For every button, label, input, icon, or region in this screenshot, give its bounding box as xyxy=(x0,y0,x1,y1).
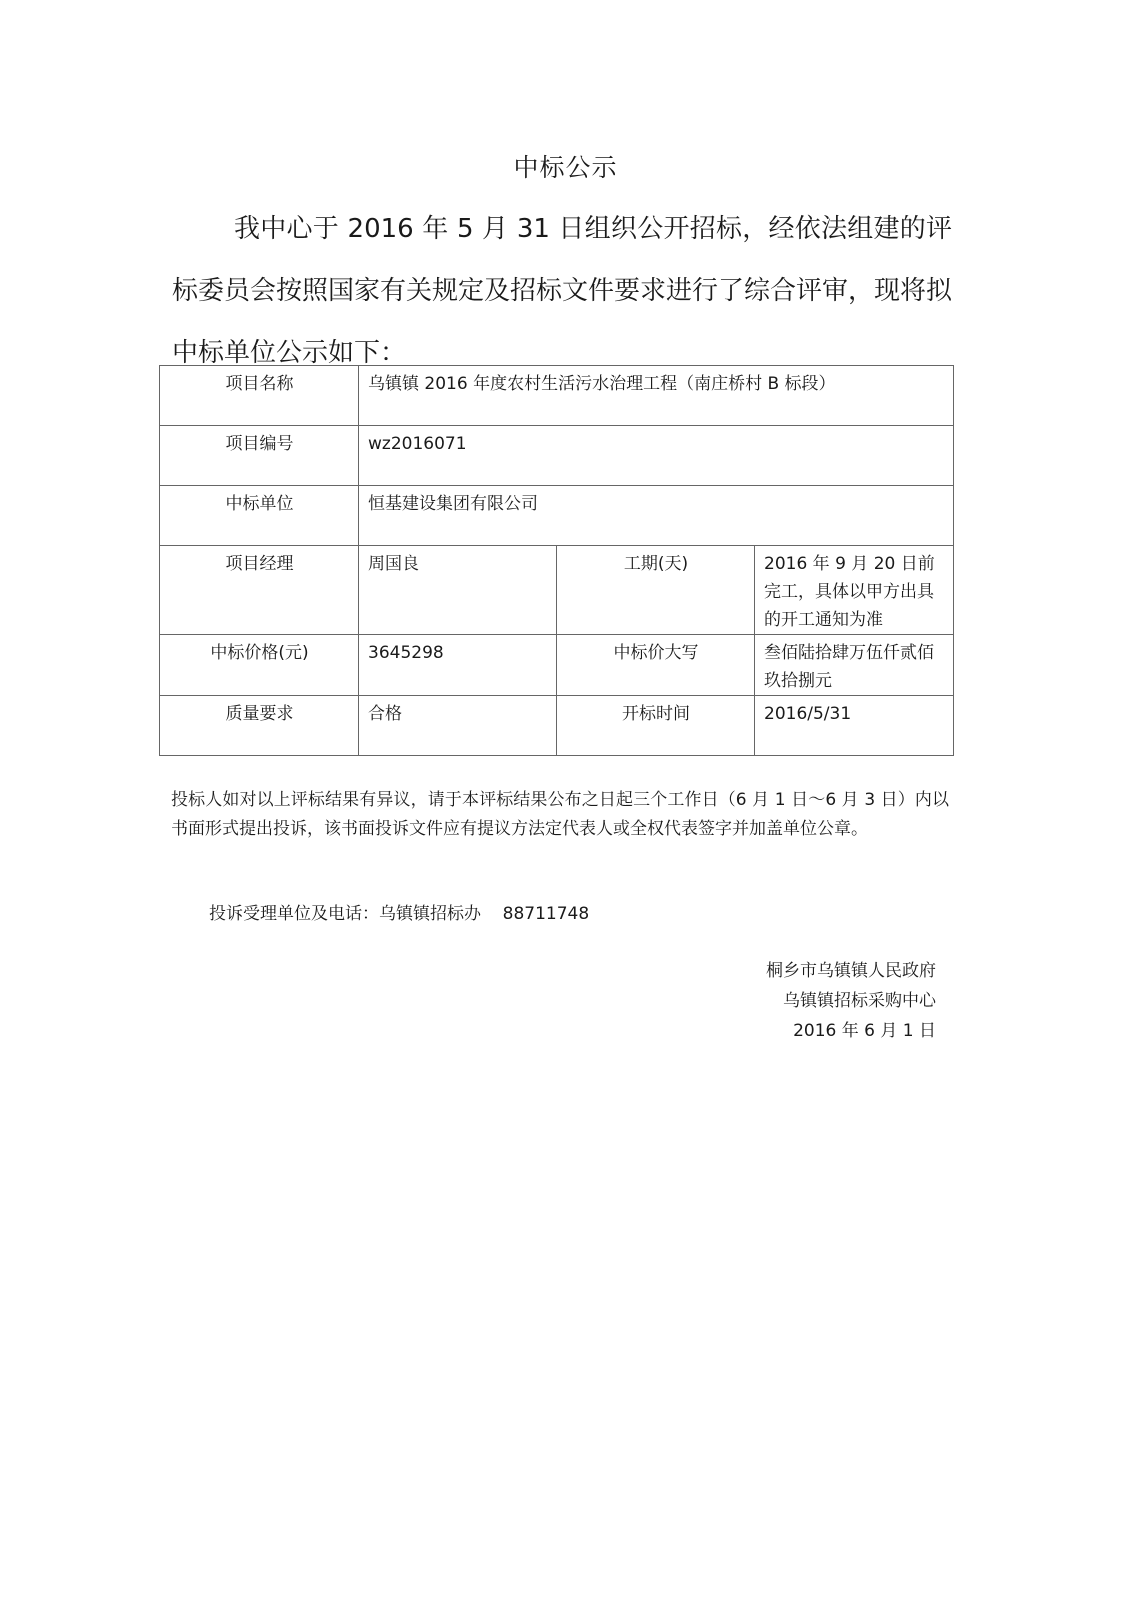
manager-label: 项目经理 xyxy=(160,546,359,635)
award-info-table xyxy=(159,365,954,756)
quality-label: 质量要求 xyxy=(160,696,359,756)
signature-block xyxy=(700,956,936,1046)
page-title: 中标公示 xyxy=(513,153,618,182)
duration-label: 工期(天) xyxy=(557,546,755,635)
objection-notice: 投标人如对以上评标结果有异议，请于本评标结果公布之日起三个工作日（6 月 1 日～6 月 3 日）内以书面形式提出投诉，该书面投诉文件应有提议方法定代表人或全权代表签字并加盖单位公章。 xyxy=(171,790,949,839)
project-code-value: wz2016071 xyxy=(359,426,954,486)
table-row xyxy=(160,635,954,696)
complaint-phone: 88711748 xyxy=(502,904,590,924)
complaint-label: 投诉受理单位及电话：乌镇镇招标办 xyxy=(209,904,481,924)
signature-org-center: 乌镇镇招标采购中心 xyxy=(783,991,936,1011)
project-code-label: 项目编号 xyxy=(160,426,359,486)
table-row xyxy=(160,366,954,426)
price-value: 3645298 xyxy=(359,635,557,696)
signature-org-government: 桐乡市乌镇镇人民政府 xyxy=(766,961,936,981)
price-upper-value: 叁佰陆拾肆万伍仟贰佰玖拾捌元 xyxy=(755,635,954,696)
quality-value: 合格 xyxy=(359,696,557,756)
price-upper-label: 中标价大写 xyxy=(557,635,755,696)
winner-value: 恒基建设集团有限公司 xyxy=(359,486,954,546)
duration-value: 2016 年 9 月 20 日前完工，具体以甲方出具的开工通知为准 xyxy=(755,546,954,635)
table-row xyxy=(160,426,954,486)
project-name-value: 乌镇镇 2016 年度农村生活污水治理工程（南庄桥村 B 标段） xyxy=(359,366,954,426)
table-row xyxy=(160,486,954,546)
open-time-value: 2016/5/31 xyxy=(755,696,954,756)
table-row xyxy=(160,546,954,635)
table-row xyxy=(160,696,954,756)
intro-paragraph: 我中心于 2016 年 5 月 31 日组织公开招标，经依法组建的评标委员会按照国家有关规定及招标文件要求进行了综合评审，现将拟中标单位公示如下： xyxy=(172,214,953,368)
signature-date: 2016 年 6 月 1 日 xyxy=(793,1021,936,1041)
complaint-contact xyxy=(209,900,589,929)
winner-label: 中标单位 xyxy=(160,486,359,546)
price-label: 中标价格(元) xyxy=(160,635,359,696)
open-time-label: 开标时间 xyxy=(557,696,755,756)
project-name-label: 项目名称 xyxy=(160,366,359,426)
manager-value: 周国良 xyxy=(359,546,557,635)
